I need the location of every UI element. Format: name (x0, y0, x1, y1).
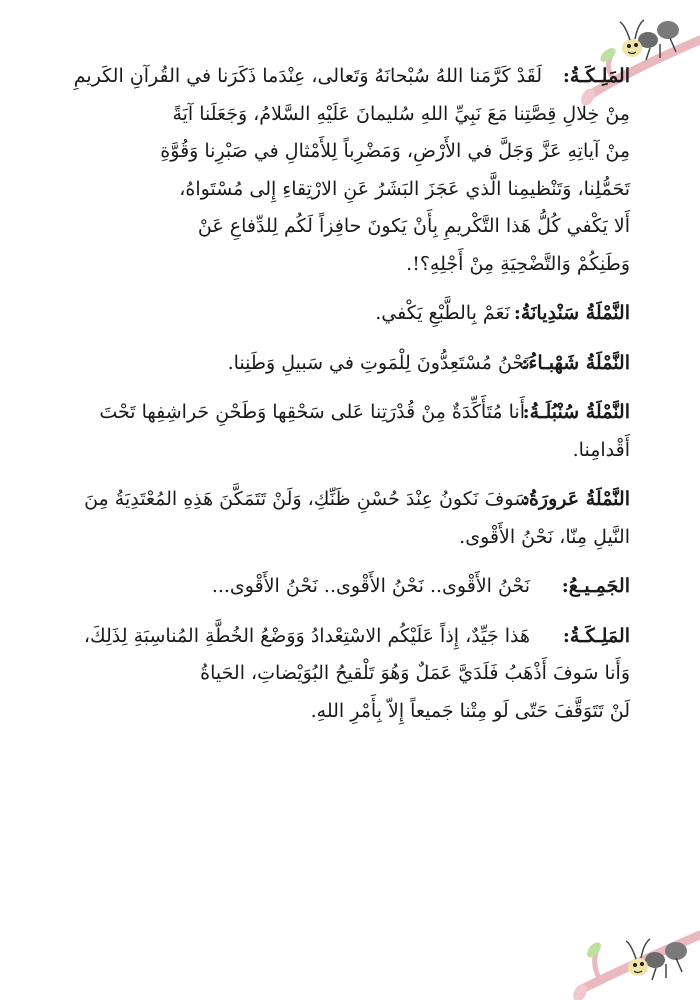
speech-line: هَذا جَيِّدٌ، إِذاً عَلَيْكُم الاسْتِعْدادُ وَوَضْعُ الخُطَّةِ المُناسِبَةِ لِذَلِكَ، (83, 624, 530, 647)
speech-line: مِنْ آياتِهِ عَزَّ وَجَلَّ في الأَرْضِ، وَمَضْرِباً لِلأَمْثالِ في صَبْرِنا وَقُوَّةِ (160, 140, 630, 162)
speech-line: مِنْ خِلالِ قِصَّتِنا مَعَ نَبِيِّ اللهِ سُليمانَ عَلَيْهِ السَّلامُ، وَجَعَلَنا آيَةً (172, 102, 630, 125)
ant-branch-decoration-bottom (570, 905, 700, 1000)
speech-line: أَقْدامِنا. (572, 438, 630, 461)
speech-line: أَنا مُتَأَكِّدَةٌ مِنْ قُدْرَتِنا عَلى سَحْقِها وَطَحْنِ حَراشِفِها تَحْتَ (99, 401, 525, 423)
speaker-name: الجَمِـيـعُ: (561, 575, 630, 597)
dialogue-entry-shahba (60, 345, 630, 383)
speech-text (60, 58, 630, 283)
speech-line: النَّيلِ مِنّا، نَحْنُ الأَقْوى. (459, 525, 630, 548)
speech-text (60, 618, 630, 731)
speaker-name: النَّمْلَةُ سُنْبُلَـةُ: (522, 401, 630, 423)
speaker-name: النَّمْلَةُ عَرورَةُ: (521, 488, 630, 510)
speech-line: أَلا يَكْفي كُلُّ هَذا التَّكْريمِ بِأَنْ يَكونَ حافِزاً لَكُم لِلدِّفاعِ عَنْ (197, 215, 630, 237)
speaker-name: النَّمْلَةُ سَنْدِيانَةُ: (513, 302, 630, 324)
dialogue-entry-sindiyana (60, 295, 630, 333)
dialogue-entry-sunbula (60, 394, 630, 469)
speaker-name: النَّمْلَةُ شَهْبـاءُ: (521, 351, 630, 374)
speech-line: لَنْ تَتَوَقَّفَ حَتّى لَو مِتْنا جَميعاً إِلاّ بِأَمْرِ اللهِ. (310, 699, 630, 722)
speech-line: سَوفَ نَكونُ عِنْدَ حُسْنِ ظَنِّكِ، وَلَنْ تَتَمَكَّنَ هَذِهِ المُعْتَدِيَةُ مِنَ (84, 488, 530, 510)
dialogue-entry-all (60, 568, 630, 606)
dialogue-entry-queen-2 (60, 618, 630, 731)
dialogue-entry-arura (60, 481, 630, 556)
dialogue-entry-queen (60, 58, 630, 283)
speech-line: نَعَمْ بِالطَّبْعِ يَكْفي. (375, 302, 510, 324)
dialogue-page (60, 58, 630, 742)
speech-line: نَحْنُ الأَقْوى.. نَحْنُ الأَقْوى.. نَحْنُ الأَقْوى... (211, 575, 530, 597)
speech-line: نَحْنُ مُسْتَعِدُّونَ لِلْمَوتِ في سَبيلِ وَطَنِنا. (227, 351, 530, 374)
speech-line: تَحَمُّلِنا، وَتَنْظيمِنا الَّذي عَجَزَ البَشَرُ عَنِ الارْتِقاءِ إِلى مُسْتَواهُ، (179, 177, 630, 200)
speech-line: وَأَنا سَوفَ أَذْهَبُ فَلَدَيَّ عَمَلٌ وَهُوَ تَلْقيحُ البُوَيْضاتِ، الحَياةُ (200, 662, 630, 684)
speech-line: لَقَدْ كَرَّمَنا اللهُ سُبْحانَهُ وَتَعالى، عِنْدَما ذَكَرَنا في القُرآنِ الكَريمِ (73, 65, 542, 87)
speech-text (60, 568, 630, 606)
speech-line: وَطَنِكُمْ وَالتَّضْحِيَةِ مِنْ أَجْلِهِ؟!. (406, 252, 630, 275)
speaker-name: المَلِـكَـةُ: (562, 624, 630, 647)
speaker-name: المَلِـكَـةُ: (562, 65, 630, 87)
